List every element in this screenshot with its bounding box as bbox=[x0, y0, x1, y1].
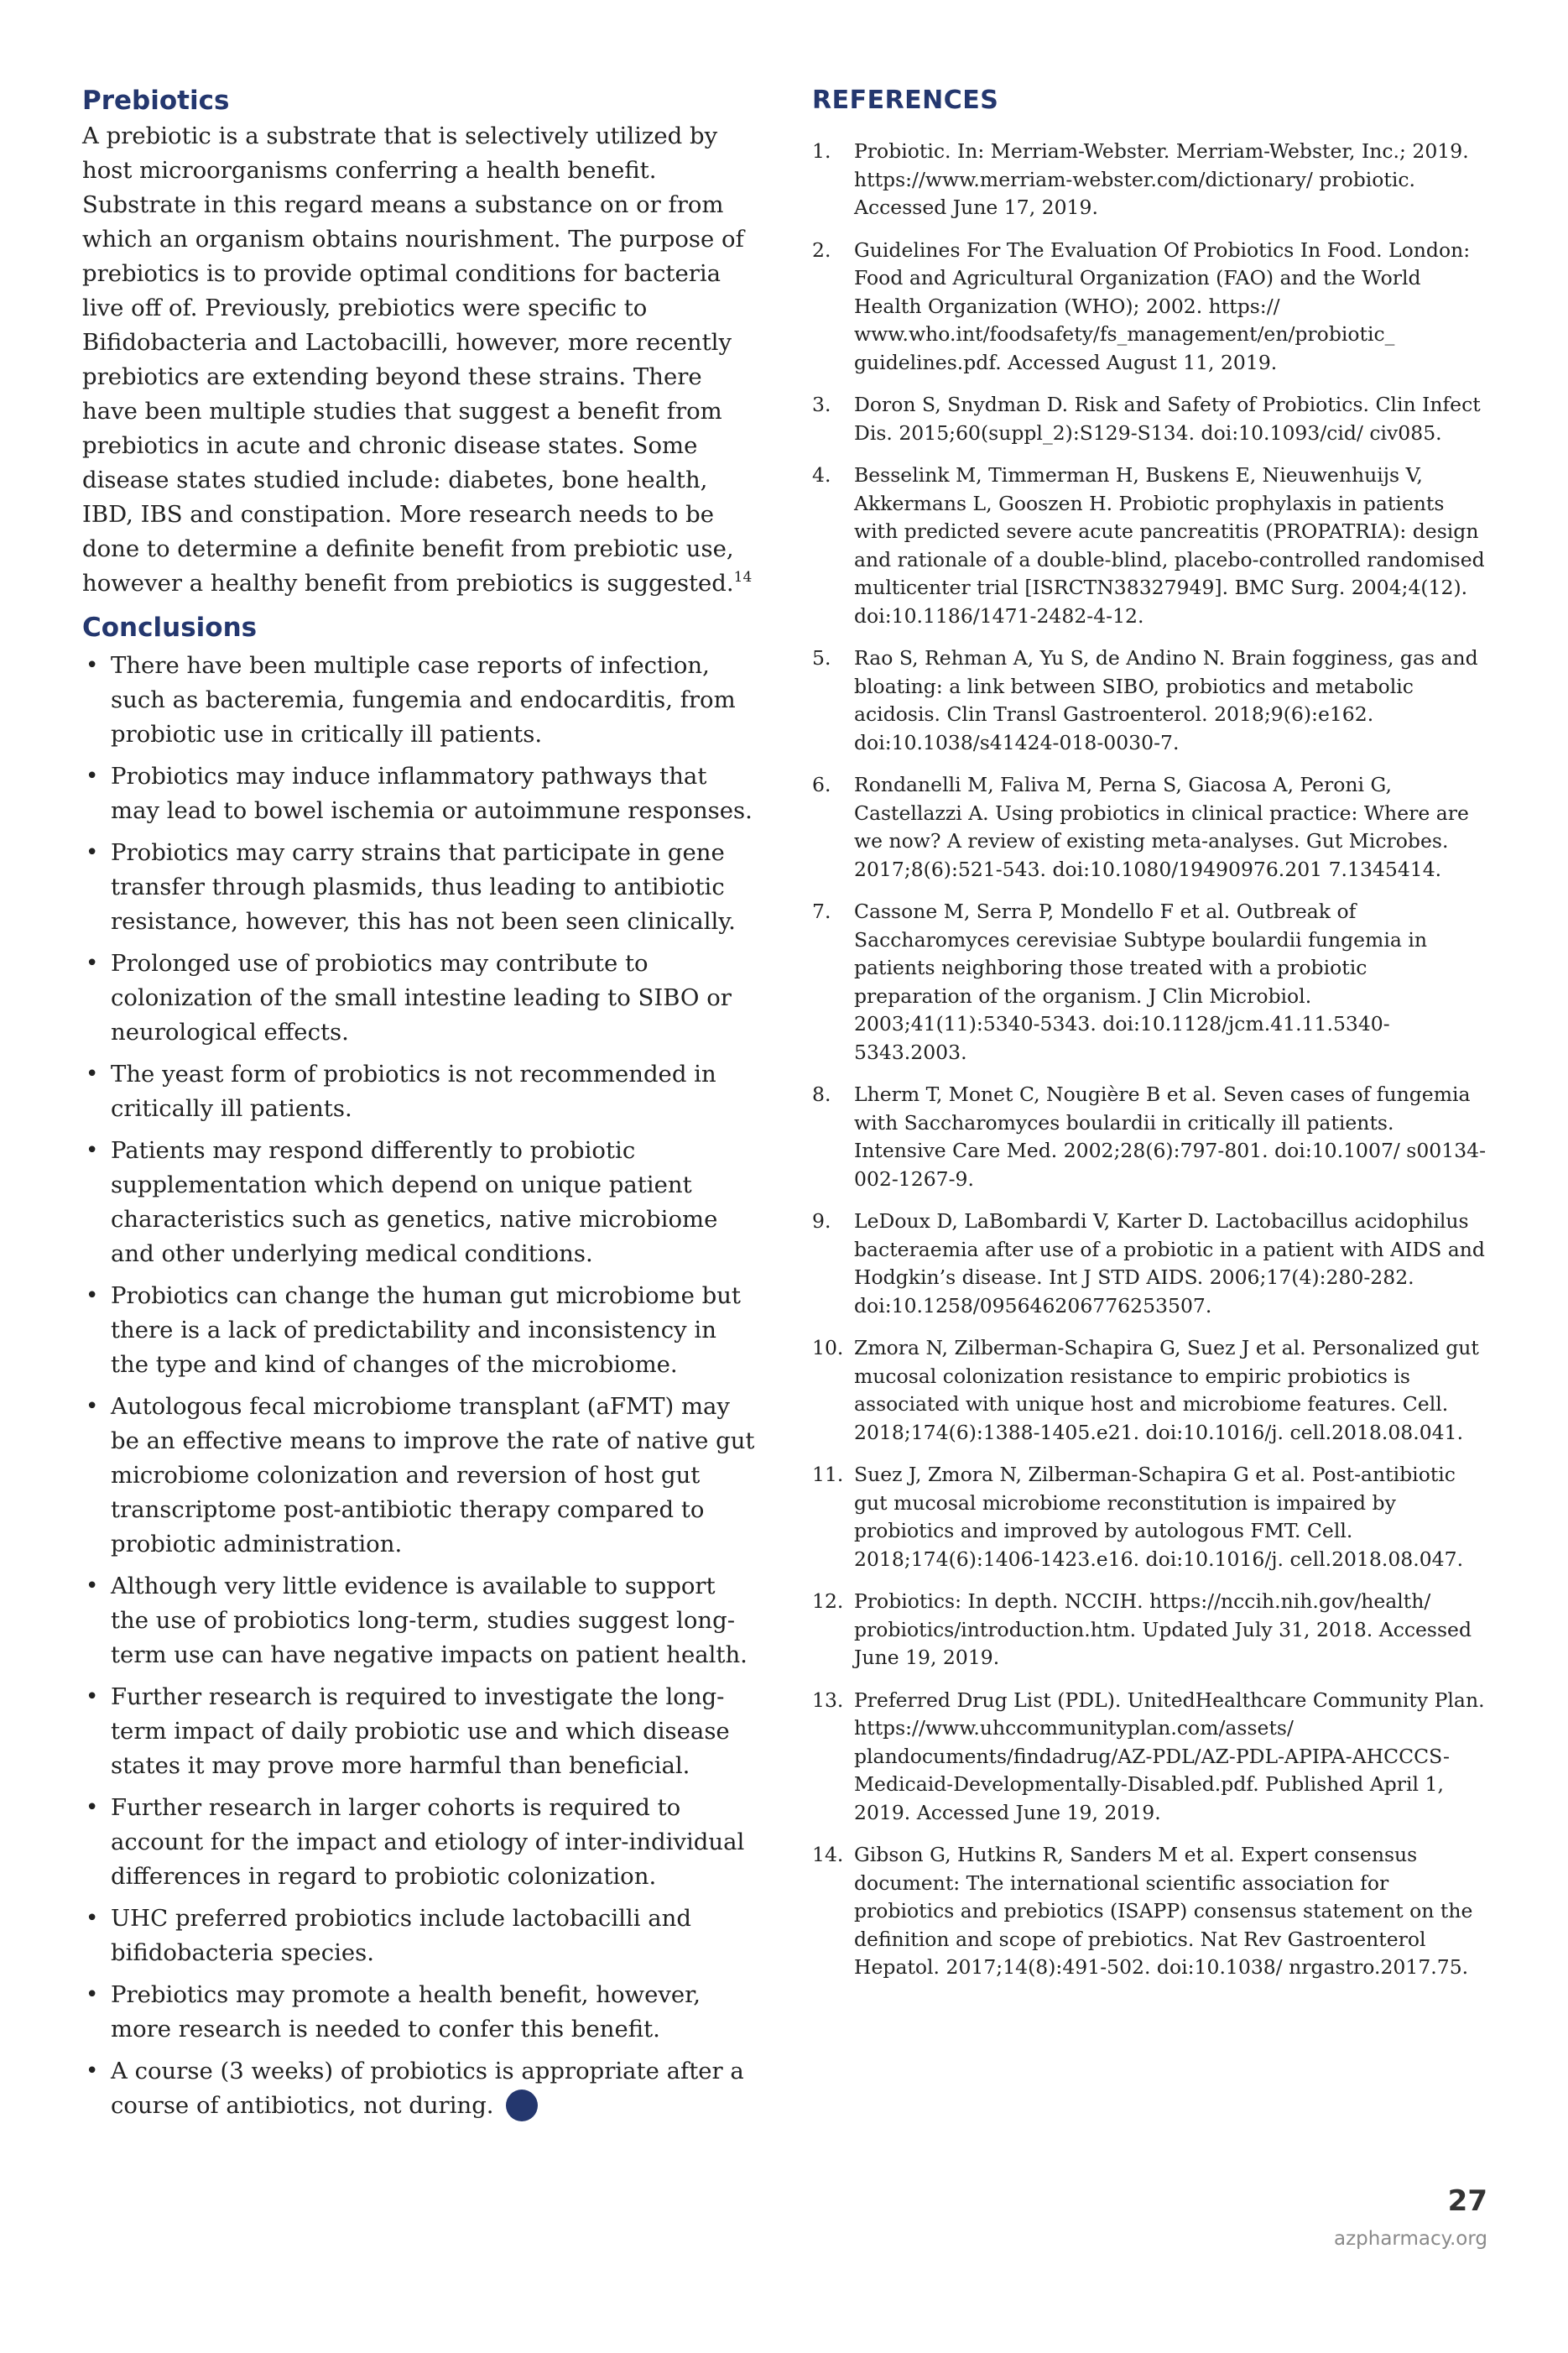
reference-number: 7. bbox=[812, 900, 831, 923]
prebiotics-paragraph bbox=[82, 119, 758, 601]
references-list bbox=[812, 138, 1488, 1982]
reference-item bbox=[812, 771, 1488, 884]
reference-text: Probiotic. In: Merriam-Webster. Merriam-Webster, Inc.; 2019. https://www.merriam-webster.com/dictionary/ probiotic. Accessed June 17, 2019. bbox=[854, 139, 1469, 219]
reference-item bbox=[812, 1588, 1488, 1672]
bullet-icon: • bbox=[86, 1684, 99, 1709]
reference-number: 10. bbox=[812, 1336, 844, 1359]
reference-text: Rao S, Rehman A, Yu S, de Andino N. Brain fogginess, gas and bloating: a link between SIBO, probiotics and metabolic acidosis. Clin Transl Gastroenterol. 2018;9(6):e162. doi:10.1038/s41424-018-0030-7. bbox=[854, 646, 1478, 754]
site-url: azpharmacy.org bbox=[1333, 2228, 1487, 2250]
reference-item bbox=[812, 1687, 1488, 1828]
conclusion-item bbox=[82, 947, 758, 1050]
conclusion-item bbox=[82, 1279, 758, 1382]
conclusion-text: Probiotics can change the human gut microbiome but there is a lack of predictability and inconsistency in the type and kind of changes of the microbiome. bbox=[111, 1282, 741, 1378]
bullet-icon: • bbox=[86, 1062, 99, 1087]
reference-text: Guidelines For The Evaluation Of Probiotics In Food. London: Food and Agricultural Organization (FAO) and the World Health Organization (WHO); 2002. https:// www.who.int/foodsafety/fs_management/en/probiotic_ guidelines.pdf. Accessed August 11, 2019. bbox=[854, 237, 1471, 374]
reference-number: 9. bbox=[812, 1209, 831, 1233]
reference-item bbox=[812, 1841, 1488, 1982]
reference-text: Rondanelli M, Faliva M, Perna S, Giacosa A, Peroni G, Castellazzi A. Using probiotics in clinical practice: Where are we now? A review of existing meta-analyses. Gut Microbes. 2017;8(6):521-543. doi:10.1080/19490976.201 7.1345414. bbox=[854, 773, 1469, 881]
bullet-icon: • bbox=[86, 1795, 99, 1820]
bullet-icon: • bbox=[86, 951, 99, 976]
conclusions-list bbox=[82, 649, 758, 2123]
conclusion-item bbox=[82, 1791, 758, 1894]
reference-number: 6. bbox=[812, 773, 831, 796]
reference-number: 1. bbox=[812, 139, 831, 163]
conclusion-text: Although very little evidence is available to support the use of probiotics long-term, studies suggest long-term use can have negative impacts on patient health. bbox=[111, 1573, 748, 1668]
bullet-icon: • bbox=[86, 1394, 99, 1419]
reference-number: 12. bbox=[812, 1589, 844, 1613]
reference-number: 3. bbox=[812, 393, 831, 416]
conclusion-text: Further research in larger cohorts is required to account for the impact and etiology of inter-individual differences in regard to probiotic colonization. bbox=[111, 1794, 745, 1890]
reference-text: Zmora N, Zilberman-Schapira G, Suez J et al. Personalized gut mucosal colonization resistance to empiric probiotics is associated with unique host and microbiome features. Cell. 2018;174(6):1388-1405.e21. doi:10.1016/j. cell.2018.08.041. bbox=[854, 1336, 1479, 1444]
conclusion-text: Prolonged use of probiotics may contribute to colonization of the small intestine leading to SIBO or neurological effects. bbox=[111, 950, 732, 1046]
reference-text: Besselink M, Timmerman H, Buskens E, Nieuwenhuijs V, Akkermans L, Gooszen H. Probiotic prophylaxis in patients with predicted severe acute pancreatitis (PROPATRIA): design and rationale of a double-blind, placebo-controlled randomised multicenter trial [ISRCTN38327949]. BMC Surg. 2004;4(12). doi:10.1186/1471-2482-4-12. bbox=[854, 463, 1485, 628]
conclusion-item bbox=[82, 1902, 758, 1970]
conclusions-heading: Conclusions bbox=[82, 613, 258, 643]
bullet-icon: • bbox=[86, 1138, 99, 1163]
conclusion-text: Probiotics may induce inflammatory pathways that may lead to bowel ischemia or autoimmune responses. bbox=[111, 763, 753, 824]
conclusion-item bbox=[82, 2054, 758, 2123]
references-heading: REFERENCES bbox=[812, 86, 999, 115]
conclusion-text: A course (3 weeks) of probiotics is appropriate after a course of antibiotics, not during. bbox=[111, 2058, 744, 2119]
reference-number: 5. bbox=[812, 646, 831, 670]
bullet-icon: • bbox=[86, 1982, 99, 2007]
conclusion-item bbox=[82, 1134, 758, 1271]
conclusion-item bbox=[82, 1978, 758, 2047]
right-column bbox=[812, 82, 1488, 1996]
reference-item bbox=[812, 898, 1488, 1067]
conclusion-item bbox=[82, 1569, 758, 1672]
reference-text: Suez J, Zmora N, Zilberman-Schapira G et al. Post-antibiotic gut mucosal microbiome reconstitution is impaired by probiotics and improved by autologous FMT. Cell. 2018;174(6):1406-1423.e16. doi:10.1016/j. cell.2018.08.047. bbox=[854, 1463, 1464, 1571]
conclusion-item bbox=[82, 1390, 758, 1562]
reference-number: 4. bbox=[812, 463, 831, 487]
conclusion-item bbox=[82, 649, 758, 752]
page-number: 27 bbox=[1447, 2184, 1487, 2218]
reference-item bbox=[812, 1208, 1488, 1320]
conclusion-text: Prebiotics may promote a health benefit, however, more research is needed to confer this benefit. bbox=[111, 1981, 701, 2043]
reference-number: 8. bbox=[812, 1083, 831, 1106]
bullet-icon: • bbox=[86, 1573, 99, 1599]
reference-number: 2. bbox=[812, 237, 831, 262]
conclusion-item bbox=[82, 759, 758, 828]
conclusion-text: The yeast form of probiotics is not recommended in critically ill patients. bbox=[111, 1061, 716, 1122]
bullet-icon: • bbox=[86, 653, 99, 678]
reference-text: Probiotics: In depth. NCCIH. https://nccih.nih.gov/health/ probiotics/introduction.htm. Updated July 31, 2018. Accessed June 19, 2019. bbox=[854, 1589, 1472, 1669]
bullet-icon: • bbox=[86, 2058, 99, 2084]
conclusion-item bbox=[82, 1057, 758, 1126]
reference-text: Doron S, Snydman D. Risk and Safety of Probiotics. Clin Infect Dis. 2015;60(suppl_2):S129-S134. doi:10.1093/cid/ civ085. bbox=[854, 393, 1481, 445]
reference-item bbox=[812, 462, 1488, 630]
reference-item bbox=[812, 1461, 1488, 1573]
bullet-icon: • bbox=[86, 1283, 99, 1308]
bullet-icon: • bbox=[86, 764, 99, 789]
reference-item bbox=[812, 391, 1488, 447]
reference-item bbox=[812, 138, 1488, 222]
prebiotics-heading: Prebiotics bbox=[82, 86, 230, 116]
conclusion-text: UHC preferred probiotics include lactobacilli and bifidobacteria species. bbox=[111, 1905, 691, 1966]
reference-text: LeDoux D, LaBombardi V, Karter D. Lactobacillus acidophilus bacteraemia after use of a probiotic in a patient with AIDS and Hodgkin’s disease. Int J STD AIDS. 2006;17(4):280-282. doi:10.1258/095646206776253507. bbox=[854, 1209, 1485, 1317]
reference-item bbox=[812, 237, 1488, 378]
conclusion-text: Probiotics may carry strains that participate in gene transfer through plasmids, thus leading to antibiotic resistance, however, this has not been seen clinically. bbox=[111, 839, 736, 935]
reference-item bbox=[812, 644, 1488, 757]
reference-item bbox=[812, 1334, 1488, 1447]
prebiotics-citation: 14 bbox=[733, 569, 753, 586]
conclusion-text: There have been multiple case reports of infection, such as bacteremia, fungemia and endocarditis, from probiotic use in critically ill patients. bbox=[111, 652, 736, 748]
reference-number: 11. bbox=[812, 1463, 844, 1486]
reference-text: Lherm T, Monet C, Nougière B et al. Seven cases of fungemia with Saccharomyces boulardii in critically ill patients. Intensive Care Med. 2002;28(6):797-801. doi:10.1007/ s00134-002-1267-9. bbox=[854, 1083, 1487, 1191]
conclusion-item bbox=[82, 836, 758, 939]
reference-number: 13. bbox=[812, 1688, 844, 1712]
reference-text: Preferred Drug List (PDL). UnitedHealthcare Community Plan. https://www.uhccommunityplan.com/assets/ plandocuments/findadrug/AZ-PDL/AZ-PDL-APIPA-AHCCCS-Medicaid-Developmentally-Disabled.pdf. Published April 1, 2019. Accessed June 19, 2019. bbox=[854, 1688, 1485, 1824]
prebiotics-body: A prebiotic is a substrate that is selectively utilized by host microorganisms conferring a health benefit. Substrate in this regard means a substance on or from which an organism obtains nourishment. The purpose of prebiotics is to provide optimal conditions for bacteria live off of. Previously, prebiotics were specific to Bifidobacteria and Lactobacilli, however, more recently prebiotics are extending beyond these strains. There have been multiple studies that suggest a benefit from prebiotics in acute and chronic disease states. Some disease states studied include: diabetes, bone health, IBD, IBS and constipation. More research needs to be done to determine a definite benefit from prebiotic use, however a healthy benefit from prebiotics is suggested. bbox=[82, 123, 744, 597]
bullet-icon: • bbox=[86, 1906, 99, 1931]
left-column bbox=[82, 82, 758, 2131]
conclusion-item bbox=[82, 1680, 758, 1783]
reference-item bbox=[812, 1081, 1488, 1193]
end-of-article-dot-icon bbox=[506, 2090, 538, 2121]
reference-text: Cassone M, Serra P, Mondello F et al. Outbreak of Saccharomyces cerevisiae Subtype boulardii fungemia in patients neighboring those treated with a probiotic preparation of the organism. J Clin Microbiol. 2003;41(11):5340-5343. doi:10.1128/jcm.41.11.5340-5343.2003. bbox=[854, 900, 1427, 1064]
conclusion-text: Patients may respond differently to probiotic supplementation which depend on unique patient characteristics such as genetics, native microbiome and other underlying medical conditions. bbox=[111, 1137, 718, 1267]
reference-number: 14. bbox=[812, 1843, 844, 1866]
conclusion-text: Autologous fecal microbiome transplant (aFMT) may be an effective means to improve the rate of native gut microbiome colonization and reversion of host gut transcriptome post-antibiotic therapy compared to probiotic administration. bbox=[111, 1393, 755, 1557]
reference-text: Gibson G, Hutkins R, Sanders M et al. Expert consensus document: The international scientific association for probiotics and prebiotics (ISAPP) consensus statement on the definition and scope of prebiotics. Nat Rev Gastroenterol Hepatol. 2017;14(8):491-502. doi:10.1038/ nrgastro.2017.75. bbox=[854, 1843, 1473, 1979]
conclusion-text: Further research is required to investigate the long-term impact of daily probiotic use and which disease states it may prove more harmful than beneficial. bbox=[111, 1683, 730, 1779]
bullet-icon: • bbox=[86, 840, 99, 865]
